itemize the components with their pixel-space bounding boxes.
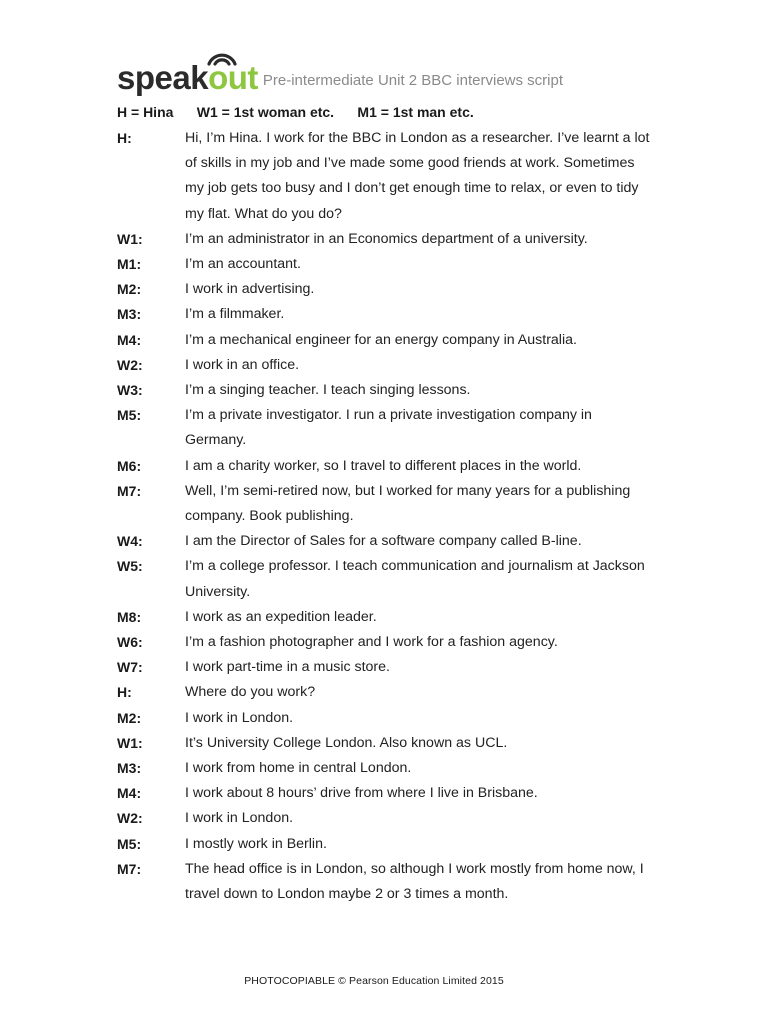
legend-hina: H = Hina <box>117 104 174 120</box>
speaker-line: I work about 8 hours’ drive from where I live in Brisbane. <box>185 785 538 802</box>
script-turn <box>117 479 657 529</box>
script-turn <box>117 806 657 831</box>
speaker-line: I’m an accountant. <box>185 256 301 273</box>
speaker-line: I work from home in central London. <box>185 760 412 777</box>
speaker-line: Well, I’m semi-retired now, but I worked for many years for a publishing company. Book publishing. <box>185 482 631 525</box>
speaker-label: M2: <box>117 281 142 298</box>
speaker-label: W4: <box>117 533 143 550</box>
speaker-label: M2: <box>117 709 142 726</box>
speaker-label: M8: <box>117 608 142 625</box>
script-turn <box>117 227 657 252</box>
speaker-label: H: <box>117 130 132 146</box>
speaker-label: W5: <box>117 558 143 575</box>
speaker-line: I am the Director of Sales for a software company called B-line. <box>185 533 582 550</box>
script-turn <box>117 554 657 604</box>
script-turn <box>117 756 657 781</box>
script-turn <box>117 781 657 806</box>
logo-out-text: out <box>208 59 258 96</box>
logo-speak-text: speak <box>117 59 209 96</box>
speaker-label: M5: <box>117 407 142 424</box>
speaker-line: I’m an administrator in an Economics department of a university. <box>185 230 588 247</box>
speaker-line: I am a charity worker, so I travel to different places in the world. <box>185 457 582 474</box>
speaker-line: I work in an office. <box>185 356 300 373</box>
speaker-label: W1: <box>117 734 143 751</box>
script-turn <box>117 454 657 479</box>
speaker-line: I work as an expedition leader. <box>185 608 377 625</box>
speaker-line: I’m a mechanical engineer for an energy company in Australia. <box>185 331 577 348</box>
speaker-label: M3: <box>117 306 142 323</box>
speaker-line: I work in advertising. <box>185 281 315 298</box>
script-turn <box>117 378 657 403</box>
script-turn <box>117 328 657 353</box>
speaker-label: W2: <box>117 810 143 827</box>
legend-man: M1 = 1st man etc. <box>357 104 474 120</box>
speaker-label: M1: <box>117 256 142 273</box>
script-turn <box>117 302 657 327</box>
speaker-line: I’m a filmmaker. <box>185 306 285 323</box>
speaker-line: I work part-time in a music store. <box>185 659 390 676</box>
speaker-line: I’m a college professor. I teach communication and journalism at Jackson University. <box>185 558 645 600</box>
speaker-line: I’m a singing teacher. I teach singing lessons. <box>185 382 471 399</box>
script-turn <box>117 706 657 731</box>
script-turn <box>117 353 657 378</box>
speaker-label: M6: <box>117 457 142 474</box>
speaker-line: The head office is in London, so although I work mostly from home now, I travel down to London maybe 2 or 3 times a month. <box>185 860 644 903</box>
speaker-line: I mostly work in Berlin. <box>185 835 327 852</box>
script-turn <box>117 731 657 756</box>
script-turn <box>117 857 657 907</box>
speaker-label: M4: <box>117 785 142 802</box>
speaker-line: I work in London. <box>185 810 294 827</box>
speaker-label: W6: <box>117 634 143 651</box>
script-turn <box>117 126 657 227</box>
interview-script <box>117 126 657 907</box>
speaker-line: I work in London. <box>185 709 294 726</box>
speaker-label: W1: <box>117 230 143 247</box>
speaker-label: W2: <box>117 356 143 373</box>
speaker-line: Where do you work? <box>185 684 316 701</box>
script-turn <box>117 529 657 554</box>
speaker-label: M4: <box>117 331 142 348</box>
speaker-label: M5: <box>117 835 142 852</box>
speaker-legend <box>117 104 474 120</box>
page-header <box>117 44 563 94</box>
script-turn <box>117 680 657 705</box>
script-turn <box>117 403 657 453</box>
script-turn <box>117 605 657 630</box>
script-turn <box>117 630 657 655</box>
copyright-footer: PHOTOCOPIABLE © Pearson Education Limited 2015 <box>244 975 504 987</box>
script-turn <box>117 277 657 302</box>
script-turn <box>117 655 657 680</box>
speakout-logo <box>117 48 258 94</box>
speaker-label: H: <box>117 684 132 701</box>
speaker-line: I’m a private investigator. I run a private investigation company in Germany. <box>185 407 592 449</box>
script-turn <box>117 252 657 277</box>
speaker-label: W7: <box>117 659 143 676</box>
speaker-label: W3: <box>117 382 143 399</box>
speaker-label: M7: <box>117 860 142 877</box>
speaker-line: It’s University College London. Also known as UCL. <box>185 734 508 751</box>
page-subtitle: Pre-intermediate Unit 2 BBC interviews script <box>262 72 563 89</box>
speaker-label: M7: <box>117 482 142 499</box>
speaker-label: M3: <box>117 760 142 777</box>
speaker-line: I’m a fashion photographer and I work for a fashion agency. <box>185 634 558 651</box>
broadcast-wave-icon <box>205 46 239 66</box>
speaker-line: Hi, I’m Hina. I work for the BBC in London as a researcher. I’ve learnt a lot of skills in my job and I’ve made some good friends at work. Sometimes my job gets too busy and I don’t get enough time to relax, or even to tidy my flat. What do you do? <box>185 130 650 222</box>
legend-woman: W1 = 1st woman etc. <box>196 104 335 120</box>
script-turn <box>117 832 657 857</box>
